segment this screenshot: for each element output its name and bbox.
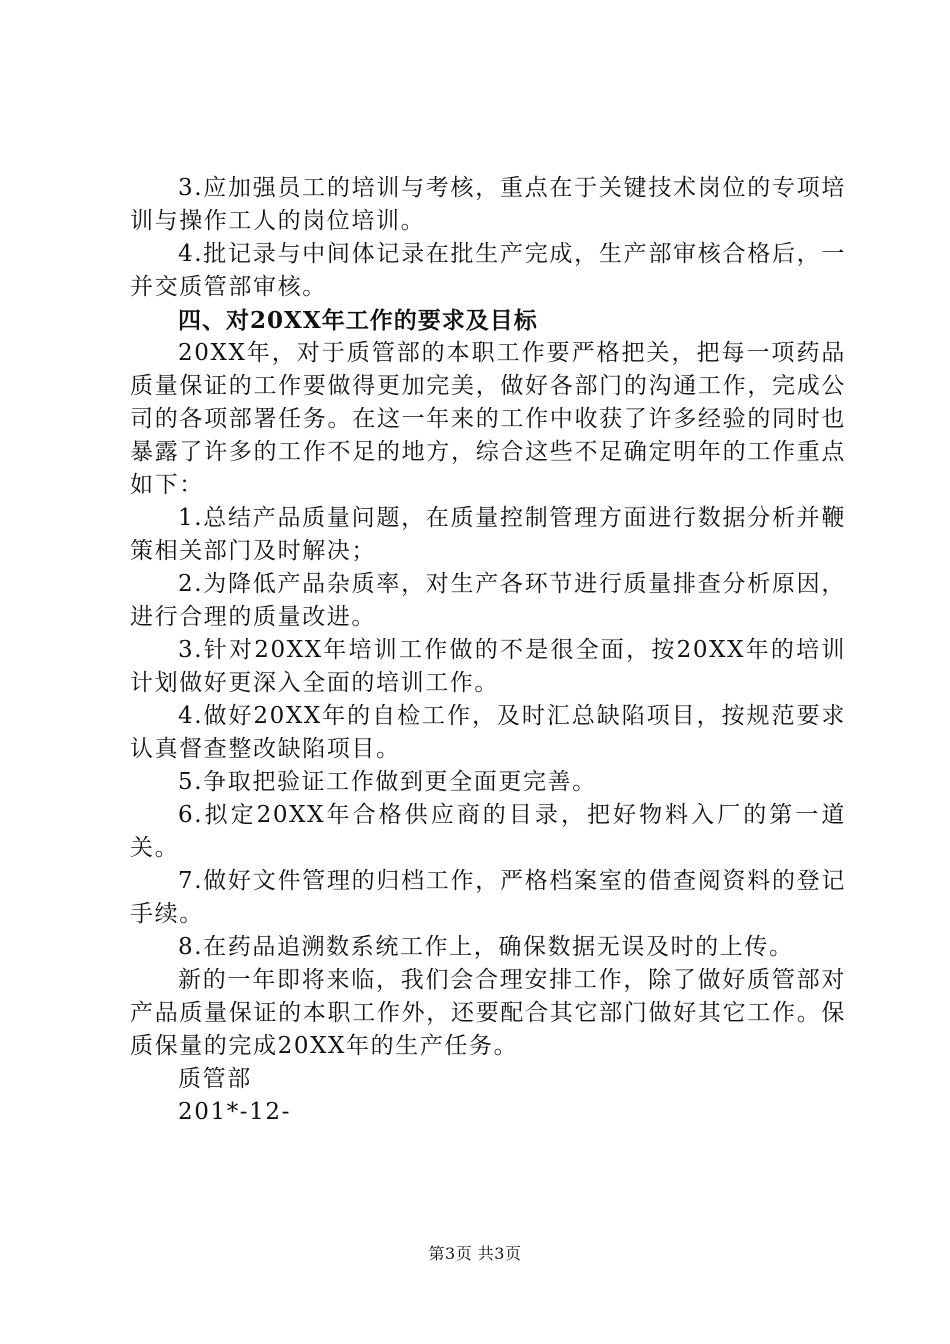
list-item: 5.争取把验证工作做到更全面更完善。 (178, 769, 597, 795)
list-item: 3.针对20XX年培训工作做的不是很全面，按20XX年的培训计划做好更深入全面的培训工作。 (130, 637, 846, 696)
list-item: 7.做好文件管理的归档工作，严格档案室的借查阅资料的登记手续。 (130, 868, 846, 927)
date: 201*-12- (178, 1099, 292, 1125)
signature: 质管部 (178, 1066, 252, 1092)
list-item: 1.总结产品质量问题，在质量控制管理方面进行数据分析并鞭策相关部门及时解决； (130, 505, 846, 564)
list-item: 2.为降低产品杂质率，对生产各环节进行质量排查分析原因，进行合理的质量改进。 (130, 571, 846, 630)
paragraph-training: 3.应加强员工的培训与考核，重点在于关键技术岗位的专项培训与操作工人的岗位培训。 (130, 175, 846, 234)
paragraph-batch-records: 4.批记录与中间体记录在批生产完成，生产部审核合格后，一并交质管部审核。 (130, 241, 846, 300)
section-heading: 四、对20XX年工作的要求及目标 (178, 307, 538, 334)
paragraph-closing: 新的一年即将来临，我们会合理安排工作，除了做好质管部对产品质量保证的本职工作外，还要配合其它部门做好其它工作。保质保量的完成20XX年的生产任务。 (130, 967, 846, 1059)
list-item: 8.在药品追溯数系统工作上，确保数据无误及时的上传。 (178, 934, 794, 960)
paragraph-intro: 20XX年，对于质管部的本职工作要严格把关，把每一项药品质量保证的工作要做得更加完美，做好各部门的沟通工作，完成公司的各项部署任务。在这一年来的工作中收获了许多经验的同时也暴露了许多的工作不足的地方，综合这些不足确定明年的工作重点如下： (130, 340, 846, 498)
page-number: 第3页 共3页 (428, 1244, 522, 1263)
list-item: 4.做好20XX年的自检工作，及时汇总缺陷项目，按规范要求认真督查整改缺陷项目。 (130, 703, 846, 762)
document-body (130, 172, 846, 1129)
list-item: 6.拟定20XX年合格供应商的目录，把好物料入厂的第一道关。 (130, 802, 846, 861)
